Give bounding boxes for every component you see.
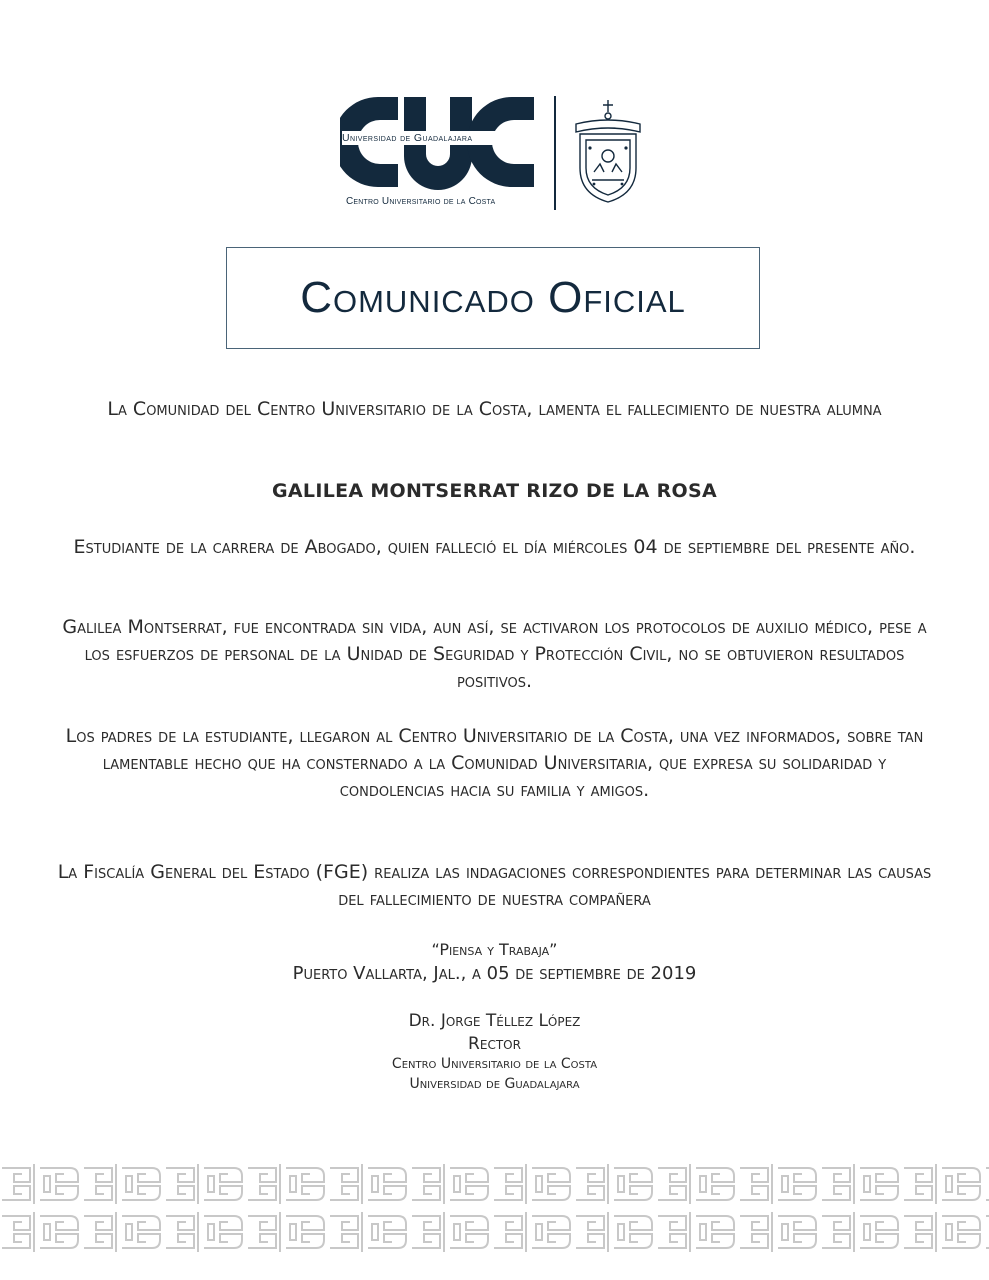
decorative-pattern-band xyxy=(0,1160,989,1256)
student-name: GALILEA MONTSERRAT RIZO DE LA ROSA xyxy=(272,480,717,502)
place-date: Puerto Vallarta, Jal., a 05 de septiembre de 2019 xyxy=(292,963,697,984)
signatory-center: Centro Universitario de la Costa xyxy=(391,1056,598,1072)
motto: “Piensa y Trabaja” xyxy=(431,940,558,959)
signatory-role: Rector xyxy=(468,1034,521,1054)
intro-paragraph: La Comunidad del Centro Universitario de la Costa, lamenta el fallecimiento de nuestra alumna xyxy=(107,398,882,420)
logo-university-name: Universidad de Guadalajara xyxy=(342,131,538,145)
body-paragraph-4: La Fiscalía General del Estado (FGE) realiza las indagaciones correspondientes para determinar las causas del fallecimiento de nuestra compañera xyxy=(57,861,932,910)
udg-seal-icon xyxy=(570,98,646,206)
body-paragraph-3: Los padres de la estudiante, llegaron al Centro Universitario de la Costa, una vez informados, sobre tan lamentable hecho que ha consternado a la Comunidad Universitaria, que expresa su solidaridad y condolencias hacia su familia y amigos. xyxy=(65,725,924,801)
body-paragraph-2: Galilea Montserrat, fue encontrada sin vida, aun así, se activaron los protocolos de auxilio médico, pese a los esfuerzos de personal de la Unidad de Seguridad y Protección Civil, no se obtuvieron resultados positivos. xyxy=(62,616,927,692)
logo-center-name: Centro Universitario de la Costa xyxy=(346,196,496,207)
logo-divider xyxy=(554,96,556,210)
signatory-university: Universidad de Guadalajara xyxy=(409,1076,580,1092)
cuc-logo xyxy=(340,92,652,212)
page-title: Comunicado Oficial xyxy=(300,273,686,322)
body-paragraph-1: Estudiante de la carrera de Abogado, quien falleció el día miércoles 04 de septiembre del presente año. xyxy=(73,536,916,558)
signatory-name: Dr. Jorge Téllez López xyxy=(408,1011,581,1031)
title-box xyxy=(226,247,760,349)
